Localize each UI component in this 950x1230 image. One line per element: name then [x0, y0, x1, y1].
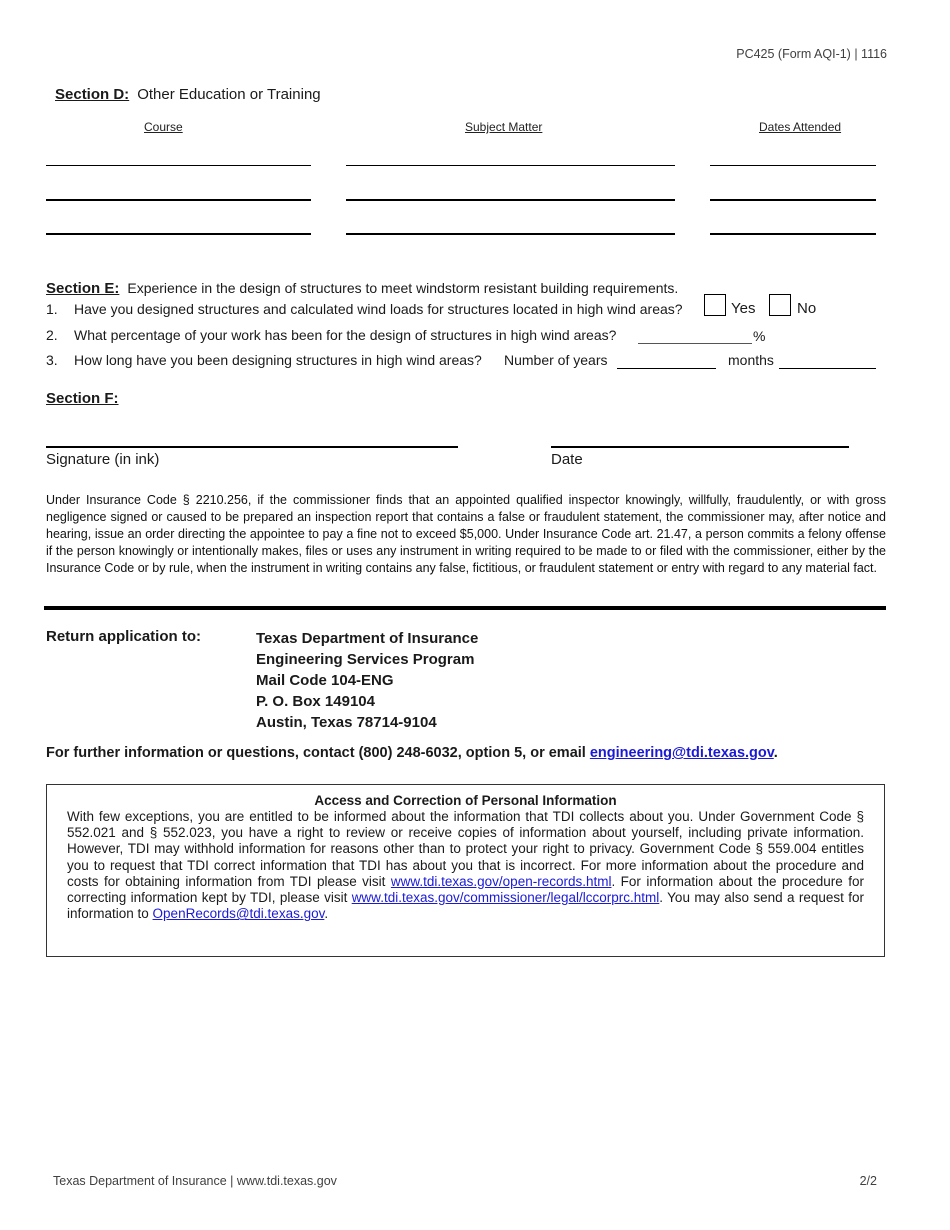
- page-number: 2/2: [859, 1174, 877, 1188]
- footer-org: Texas Department of Insurance | www.tdi.texas.gov: [53, 1174, 337, 1188]
- question-1-text: Have you designed structures and calculated wind loads for structures located in high wind areas?: [74, 301, 683, 317]
- dates-field-3[interactable]: [710, 233, 876, 235]
- section-divider: [44, 606, 886, 610]
- form-id: PC425 (Form AQI-1) | 1116: [736, 47, 887, 61]
- years-label: Number of years: [504, 352, 608, 368]
- privacy-text-4: .: [324, 906, 329, 922]
- section-f-heading: [46, 390, 127, 407]
- section-d-heading: [55, 86, 321, 103]
- yes-label: Yes: [731, 300, 756, 317]
- question-3: [0, 352, 950, 374]
- section-e-title: Experience in the design of structures to meet windstorm resistant building requirements.: [127, 280, 679, 296]
- months-field[interactable]: [779, 368, 876, 369]
- percentage-field[interactable]: [638, 343, 752, 344]
- section-d-title: Other Education or Training: [137, 86, 321, 103]
- signature-field[interactable]: [46, 446, 458, 448]
- contact-text: For further information or questions, contact (800) 248-6032, option 5, or email: [46, 745, 590, 761]
- question-2-text: What percentage of your work has been for the design of structures in high wind areas?: [74, 327, 617, 343]
- yes-checkbox[interactable]: [704, 294, 726, 316]
- open-records-email-link[interactable]: OpenRecords@tdi.texas.gov: [152, 906, 325, 922]
- privacy-body: [67, 809, 864, 922]
- subject-field-3[interactable]: [346, 233, 675, 235]
- address-line-1: Texas Department of Insurance: [256, 630, 479, 647]
- privacy-text-2: . For information about the procedure for correcting information kept by TDI, please visit: [67, 873, 864, 906]
- section-e-label: Section E:: [46, 280, 120, 297]
- date-label: Date: [551, 451, 583, 468]
- return-address: [256, 628, 478, 733]
- no-checkbox[interactable]: [769, 294, 791, 316]
- course-field-3[interactable]: [46, 233, 311, 235]
- no-label: No: [797, 300, 817, 317]
- subject-field-2[interactable]: [346, 199, 675, 201]
- section-d-label: Section D:: [55, 86, 130, 103]
- question-2-number: 2.: [46, 327, 58, 343]
- address-line-5: Austin, Texas 78714-9104: [256, 714, 437, 731]
- address-line-3: Mail Code 104-ENG: [256, 672, 394, 689]
- return-label: Return application to:: [46, 628, 201, 645]
- column-subject-matter: Subject Matter: [465, 120, 543, 134]
- privacy-title: Access and Correction of Personal Information: [314, 793, 617, 808]
- address-line-4: P. O. Box 149104: [256, 693, 375, 710]
- legal-corrections-link[interactable]: www.tdi.texas.gov/commissioner/legal/lccorprc.html: [351, 890, 660, 906]
- privacy-text-1: With few exceptions, you are entitled to be informed about the information that TDI collects about you. Under Government Code § 552.021 and § 552.023, you have a right to review or receive copies of information about yourself, including private information. However, TDI may withhold information for reasons other than to protect your right to privacy. Government Code § 559.004 entitles you to request that TDI correct information that TDI has about you that is incorrect. For more information about the procedure and costs for obtaining information from TDI please visit: [67, 809, 864, 889]
- percent-sign: %: [753, 328, 766, 344]
- question-3-number: 3.: [46, 352, 58, 368]
- open-records-link[interactable]: www.tdi.texas.gov/open-records.html: [390, 873, 612, 889]
- column-dates-attended: Dates Attended: [759, 120, 842, 134]
- address-line-2: Engineering Services Program: [256, 651, 475, 668]
- dates-field-2[interactable]: [710, 199, 876, 201]
- subject-field-1[interactable]: [346, 165, 675, 166]
- column-course: Course: [144, 120, 183, 134]
- legal-notice: Under Insurance Code § 2210.256, if the commissioner finds that an appointed qualified inspector knowingly, willfully, fraudulently, or with gross negligence signed or caused to be prepared an inspection report that contains a false or fraudulent statement, the commissioner may, after notice and hearing, issue an order directing the appointee to pay a fine not to exceed $5,000. Under Insurance Code art. 21.47, a person commits a felony offense if the person knowingly or intentionally makes, files or uses any instrument in writing required to be made to or filed with the commissioner, either by the Insurance Code or by rule, when the instrument in writing contains any false, fictitious, or fraudulent statement or entry with regard to any material fact.: [46, 493, 886, 575]
- privacy-notice-box: [46, 784, 885, 957]
- section-f-label: Section F:: [46, 390, 119, 407]
- question-3-text: How long have you been designing structures in high wind areas?: [74, 352, 482, 368]
- privacy-text-3: . You may also send a request for information to: [67, 890, 864, 922]
- signature-label: Signature (in ink): [46, 451, 160, 468]
- dates-field-1[interactable]: [710, 165, 876, 166]
- date-field[interactable]: [551, 446, 849, 448]
- question-2: [0, 327, 950, 349]
- engineering-email-link[interactable]: engineering@tdi.texas.gov: [589, 745, 774, 761]
- months-label: months: [728, 352, 774, 368]
- contact-line: [46, 745, 778, 761]
- section-e-heading: [46, 280, 678, 297]
- contact-end: .: [773, 745, 778, 761]
- course-field-2[interactable]: [46, 199, 311, 201]
- years-field[interactable]: [617, 368, 716, 369]
- course-field-1[interactable]: [46, 165, 311, 166]
- question-1-number: 1.: [46, 301, 58, 317]
